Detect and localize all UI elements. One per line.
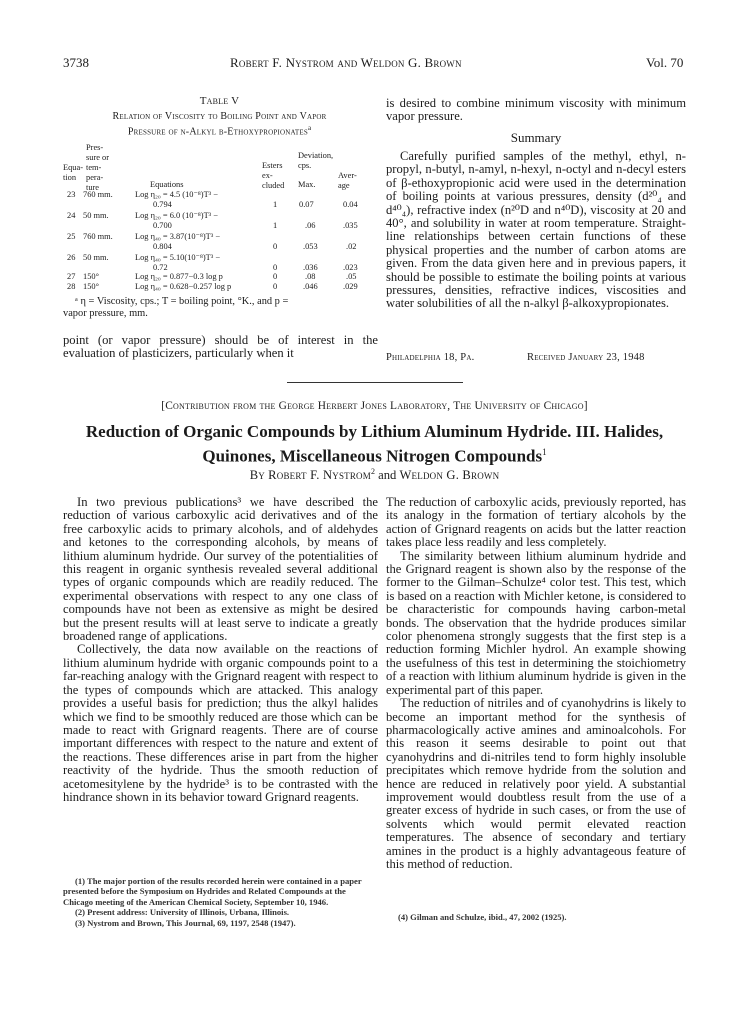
body-paragraph: The similarity between lithium aluminum hydride and the Grignard reagent is shown also by the response of the former to the Gilman–Schulze⁴ color test. This test, which is based on a reaction with Michler ketone, is considered to be characteristic for compounds having carbon-metal bonds. The observation that the hydride produces similar color phenomena strongly suggests that the first step is a reduction forming Michler hydrol. An example showing the usefulness of this test in determining the stoichiometry of a reaction with lithium aluminum hydride is given in the experimental part of this paper.	[386, 548, 686, 697]
body-paragraph: Collectively, the data now available on the reactions of lithium aluminum hydride with organic compounds point to a far-reaching analogy with the Grignard reagent with respect to the types of compounds which are attacked. This analogy provides a useful basis for prediction; thus the alkyl halides which we find to be smoothly reduced are those which can be made to react with Grignard reagents. There are of course important differences with respect to the nature and extent of the reactions. These differences arise in part from the higher reactivity of the hydride. Thus the smooth reduction of acetomesitylene by the hydride³ is to be contrasted with the hindrance shown in its behavior toward Grignard reagents.	[63, 642, 378, 804]
address: Philadelphia 18, Pa.	[386, 352, 475, 363]
cell-equation-cont: 0.72	[153, 263, 168, 272]
summary-heading: Summary	[510, 130, 562, 145]
body-right-column	[386, 496, 686, 871]
left-top-paragraph: point (or vapor pressure) should be of interest in the evaluation of plasticizers, particularly when it	[63, 333, 378, 361]
table-body	[63, 190, 378, 280]
footnote-4: (4) Gilman and Schulze, ibid., 47, 2002 (1925).	[398, 912, 567, 922]
cell-avg: .02	[346, 242, 357, 251]
cell-max: .08	[305, 272, 316, 281]
cell-equation: Log η₂₀ = 6.0 (10⁻⁸)T³ −	[135, 211, 219, 220]
table-header-esters: Esters ex- cluded	[262, 161, 285, 190]
cell-eq: 23	[67, 190, 76, 199]
table-header-pressure: Pres- sure or tem- pera- ture	[86, 143, 110, 192]
footnote-1: (1) The major portion of the results recorded herein were contained in a paper presented before the Symposium on Hydrides and Related Compounds at the Chicago meeting of the American Chemical Society, September 10, 1946.	[63, 876, 362, 907]
footnotes-left	[63, 876, 378, 928]
table-body-lower	[63, 272, 378, 294]
cell-max: .053	[303, 242, 318, 251]
cell-press: 50 mm.	[83, 253, 109, 262]
cell-avg: 0.04	[343, 200, 358, 209]
cell-equation: Log η₂₀ = 0.877−0.3 log p	[135, 272, 223, 281]
cell-max: .046	[303, 282, 318, 291]
cell-equation: Log η₄₀ = 0.628−0.257 log p	[135, 282, 232, 291]
table-caption: Table V	[199, 95, 240, 107]
cell-avg: .035	[343, 221, 358, 230]
cell-avg: .05	[346, 272, 357, 281]
cell-eq: 26	[67, 253, 76, 262]
right-top-continuation: is desired to combine minimum viscosity with minimum vapor pressure.	[386, 96, 686, 124]
table-title-line1: Relation of Viscosity to Boiling Point and Vapor	[112, 111, 327, 122]
cell-excluded: 0	[273, 263, 278, 272]
body-paragraph: The reduction of nitriles and of cyanohydrins is likely to become an important method for the synthesis of pharmacologically active amines and aminoalcohols. For this reason it seems desirable to point out that cyanohydrins and di-nitriles tend to form highly insoluble precipitates which remove hydride from the solution and hence are reduced in relatively poor yield. A substantial improvement would doubtless result from the use of a greater excess of hydride in such cases, or from the use of solvents which would permit elevated reaction temperatures. The absence of secondary and tertiary amines in the product is a highly advantageous feature of this method of reduction.	[386, 696, 686, 871]
body-left-column	[63, 496, 378, 804]
table-title-line2: Pressure of n-Alkyl β-Ethoxypropionates$^a$	[127, 124, 312, 138]
cell-equation: Log η₄₀ = 5.10(10⁻⁸)T³ −	[135, 253, 221, 262]
received-date: Received January 23, 1948	[527, 352, 645, 363]
table-header-max: Max.	[298, 180, 316, 189]
body-paragraph: In two previous publications³ we have described the reduction of various carboxylic acid derivatives and of the free carboxylic acids to primary alcohols, and of aldehydes and ketones to the corresponding alcohols, by means of lithium aluminum hydride. Our survey of the potentialities of this reagent in organic synthesis revealed several additional types of organic compounds which are readily reduced. The experimental observations with respect to any one class of compounds have not been as extensive as might be desired but the present results will at least serve to indicate a greatly broadened range of applications.	[63, 495, 378, 644]
cell-excluded: 1	[273, 200, 278, 209]
summary-text: Carefully purified samples of the methyl, ethyl, n-propyl, n-butyl, n-amyl, n-hexyl, n-octyl and n-decyl esters of β-ethoxypropionic acid were used in the determination of boiling points at various pressures, density (d²⁰₄ and d⁴⁰₄), refractive index (n²⁰D and n⁴⁰D), viscosity at 20 and 40°, and solubility in water at room temperature. Straight-line relationships between certain functions of these physical properties and the number of carbon atoms are given. From the data given here and in previous papers, it should be possible to estimate the boiling points at various pressures, densities, refractive indices, viscosities and water solubilities of all the n-alkyl β-alkoxypropionates.	[386, 149, 686, 311]
table-header-average: Aver- age	[338, 171, 357, 190]
cell-excluded: 0	[273, 242, 278, 251]
byline: By Robert F. Nystrom$^2$ and Weldon G. Brown	[249, 467, 500, 483]
cell-max: .036	[303, 263, 318, 272]
table-header-deviation: Deviation, cps.	[298, 151, 334, 170]
cell-press: 150°	[83, 272, 99, 281]
footnote-2: (2) Present address: University of Illinois, Urbana, Illinois.	[75, 907, 290, 918]
cell-avg: .023	[343, 263, 358, 272]
volume-label: Vol. 70	[646, 55, 684, 70]
cell-excluded: 0	[273, 282, 278, 291]
cell-press: 760 mm.	[83, 232, 113, 241]
cell-equation: Log η₄₀ = 3.87(10⁻⁸)T³ −	[135, 232, 221, 241]
page-number: 3738	[63, 55, 89, 70]
cell-press: 50 mm.	[83, 211, 109, 220]
cell-equation: Log η₂₀ = 4.5 (10⁻⁸)T³ −	[135, 190, 219, 199]
cell-equation-cont: 0.700	[153, 221, 172, 230]
article-title: Reduction of Organic Compounds by Lithium Aluminum Hydride. III. Halides, Quinones, Miscellaneous Nitrogen Compounds$^1$	[85, 422, 664, 466]
table-footnote: ᵃ η = Viscosity, cps.; T = boiling point, °K., and p = vapor pressure, mm.	[63, 296, 289, 319]
cell-excluded: 0	[273, 272, 278, 281]
cell-equation-cont: 0.804	[153, 242, 172, 251]
cell-eq: 25	[67, 232, 76, 241]
table-header-equations: Equations	[150, 180, 184, 189]
cell-equation-cont: 0.794	[153, 200, 172, 209]
cell-eq: 28	[67, 282, 76, 291]
section-divider	[287, 382, 463, 383]
cell-press: 760 mm.	[83, 190, 113, 199]
table-header-equation: Equa- tion	[63, 163, 83, 182]
footnotes-right	[386, 912, 686, 922]
running-title: Robert F. Nystrom and Weldon G. Brown	[230, 55, 462, 70]
cell-avg: .029	[343, 282, 358, 291]
cell-max: 0.07	[299, 200, 314, 209]
cell-max: .06	[305, 221, 316, 230]
cell-press: 150°	[83, 282, 99, 291]
body-paragraph: The reduction of carboxylic acids, previously reported, has its analogy in the formation of tertiary alcohols by the action of Grignard reagents on acids but the latter reaction takes place less readily and less completely.	[386, 495, 686, 550]
cell-eq: 27	[67, 272, 76, 281]
cell-eq: 24	[67, 211, 76, 220]
cell-excluded: 1	[273, 221, 278, 230]
contribution-line: [Contribution from the George Herbert Jones Laboratory, The University of Chicago]	[161, 400, 588, 412]
footnote-3: (3) Nystrom and Brown, This Journal, 69, 1197, 2548 (1947).	[75, 917, 296, 928]
